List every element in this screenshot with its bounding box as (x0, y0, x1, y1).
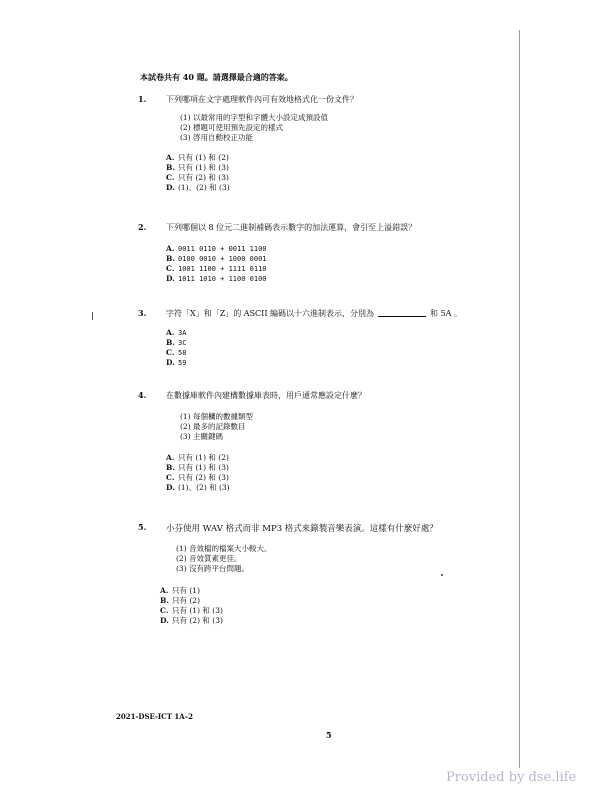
option-a[interactable]: A. 3A (166, 328, 187, 337)
statement: (2) 最多的記錄數目 (180, 422, 246, 431)
option-c[interactable]: C. 1001 1100 + 1111 0110 (166, 264, 267, 273)
option-d[interactable]: D. (1)、(2) 和 (3) (166, 483, 230, 492)
answer-blank (378, 316, 426, 317)
statement: (1) 音效檔的檔案大小較大。 (176, 544, 272, 553)
statement: (3) 沒有跨平台問題。 (176, 564, 250, 573)
margin-tick (92, 312, 93, 320)
question-number: 2. (138, 222, 147, 232)
option-b[interactable]: B. 只有 (1) 和 (3) (166, 163, 229, 172)
statement: (1) 每個欄的數據類型 (180, 412, 254, 421)
statement: (2) 音效質素更佳。 (176, 554, 242, 563)
question-4 (138, 390, 513, 493)
question-3 (138, 308, 513, 368)
margin-line (519, 30, 520, 768)
option-c[interactable]: C. 只有 (1) 和 (3) (160, 606, 223, 615)
option-a[interactable]: A. 只有 (1) 和 (2) (166, 453, 229, 462)
option-c[interactable]: C. 只有 (2) 和 (3) (166, 473, 229, 482)
instructions-header: 本試卷共有 40 題。請選擇最合適的答案。 (140, 72, 293, 82)
option-d[interactable]: D. 只有 (2) 和 (3) (160, 616, 223, 625)
option-d[interactable]: D. 1011 1010 + 1100 0100 (166, 274, 267, 283)
option-a[interactable]: A. 只有 (1) (160, 586, 201, 595)
question-number: 5. (138, 522, 147, 532)
option-b[interactable]: B. 只有 (1) 和 (3) (166, 463, 229, 472)
statement: (3) 主關鍵碼 (180, 432, 224, 441)
option-d[interactable]: D. (1)、(2) 和 (3) (166, 183, 230, 192)
option-c[interactable]: C. 只有 (2) 和 (3) (166, 173, 229, 182)
option-d[interactable]: D. 59 (166, 358, 187, 367)
provided-by-link[interactable]: Provided by dse.life (446, 770, 577, 785)
question-text: 在數據庫軟件內建構數據庫表時，用戶通常應設定什麼？ (166, 391, 366, 400)
option-c[interactable]: C. 58 (166, 348, 187, 357)
question-number: 3. (138, 308, 147, 318)
statement: (1) 以最常用的字型和字體大小設定成預設值 (180, 113, 329, 122)
question-1 (138, 94, 513, 193)
statement: (3) 啓用自動校正功能 (180, 133, 254, 142)
question-text: 下列哪個以 8 位元二進制補碼表示數字的加法運算，會引至上溢錯誤？ (166, 223, 417, 232)
option-b[interactable]: B. 3C (166, 338, 187, 347)
exam-code: 2021-DSE-ICT 1A–2 (116, 712, 194, 721)
question-5 (138, 522, 508, 626)
page-number: 5 (326, 730, 332, 740)
question-number: 4. (138, 390, 147, 400)
statement: (2) 標題可使用預先設定的樣式 (180, 123, 284, 132)
option-a[interactable]: A. 只有 (1) 和 (2) (166, 153, 229, 162)
question-text: 小芬使用 WAV 格式而非 MP3 格式來錄製音樂表演。這樣有什麼好處？ (166, 524, 438, 534)
option-a[interactable]: A. 0011 0110 + 0011 1100 (166, 244, 267, 253)
question-number: 1. (138, 94, 147, 104)
option-b[interactable]: B. 0100 0010 + 1000 0001 (166, 254, 267, 263)
question-text: 字符「X」和「Z」的 ASCII 編碼以十六進制表示，分別為 和 5A 。 (166, 309, 462, 318)
question-2 (138, 222, 513, 284)
option-b[interactable]: B. 只有 (2) (160, 596, 201, 605)
question-text: 下列哪項在文字處理軟件內可有效地格式化一份文件？ (166, 95, 358, 104)
